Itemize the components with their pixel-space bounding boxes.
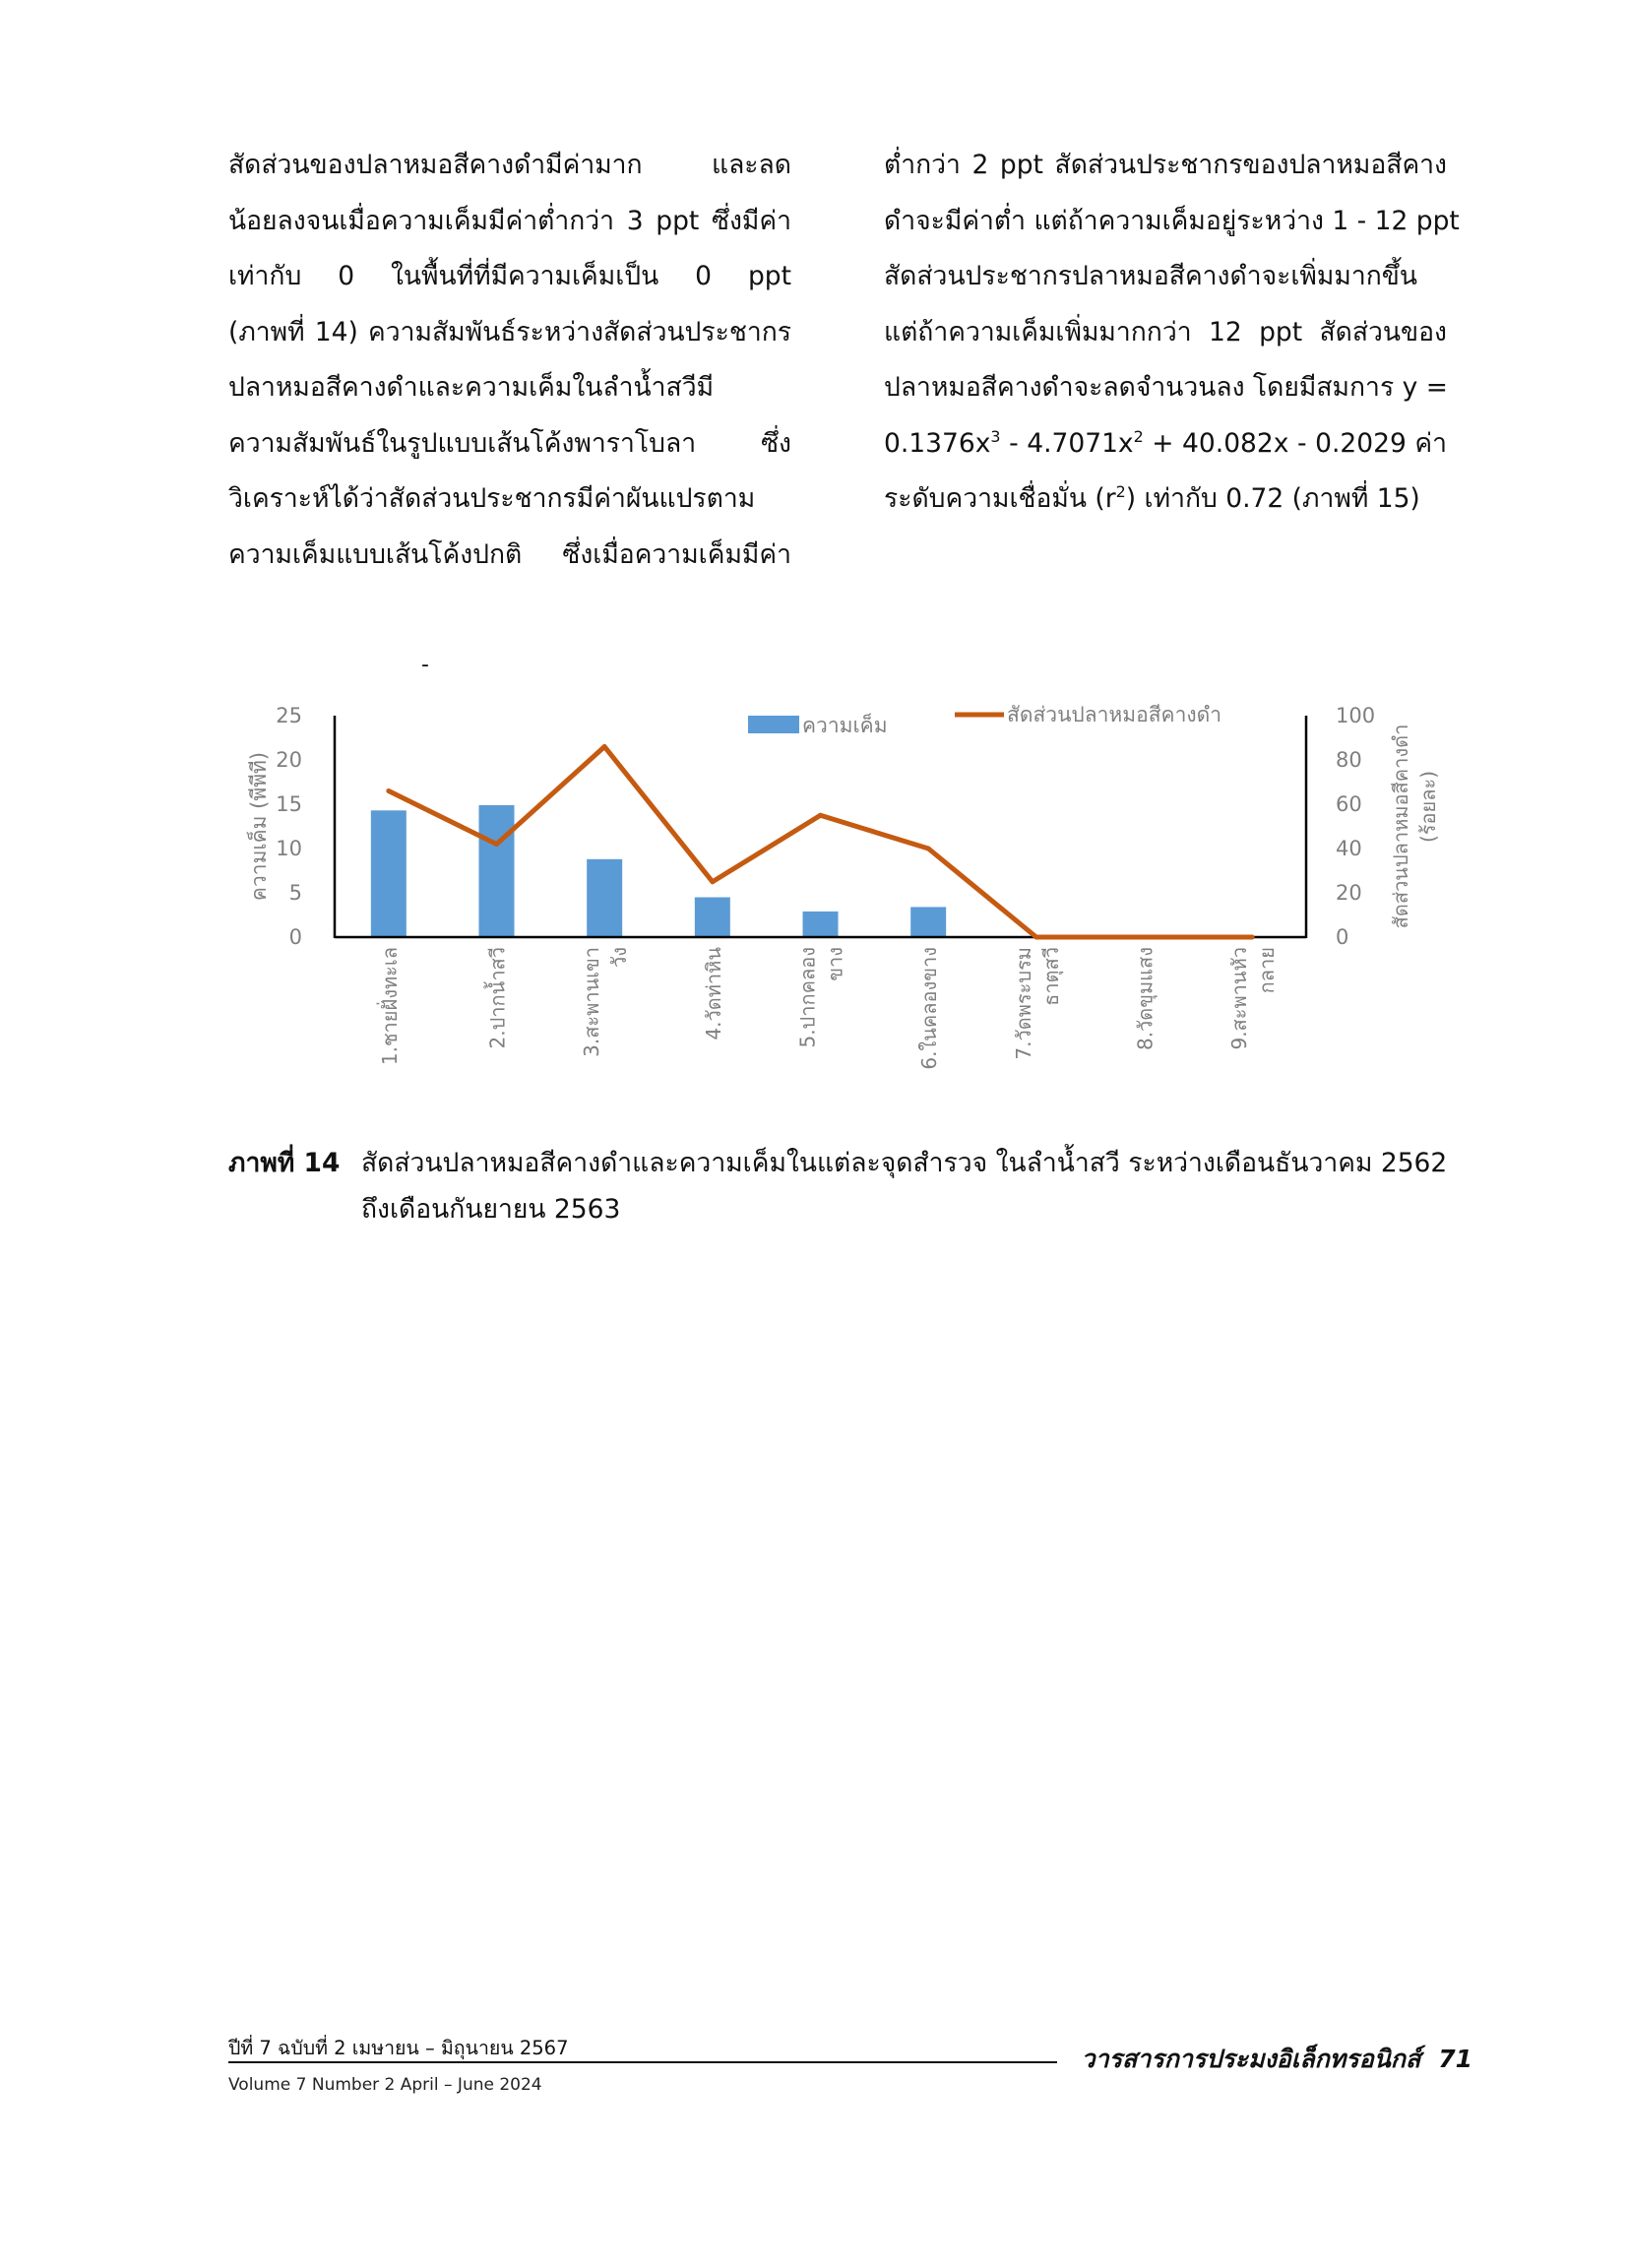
salinity-bar <box>695 898 730 938</box>
y-left-tick-label: 15 <box>276 792 302 816</box>
fish-proportion-point <box>1142 935 1147 940</box>
equation-exponent: 2 <box>1133 426 1144 446</box>
equation-term: 0.1376x <box>884 427 991 459</box>
x-category-label: 3.สะพานเขา <box>580 947 604 1057</box>
salinity-bar <box>803 912 839 937</box>
salinity-bar <box>587 859 622 937</box>
y-left-tick-label: 5 <box>288 881 302 905</box>
y-right-tick-label: 60 <box>1336 792 1362 816</box>
body-line: สัดส่วนของปลาหมอสีคางดำมีค่ามาก และลด <box>228 150 791 180</box>
fish-proportion-point <box>710 879 715 884</box>
x-category-label: 1.ชายฝั่งทะเล <box>377 947 402 1066</box>
figure-caption-label: ภาพที่ 14 <box>228 1148 341 1178</box>
r-squared-exponent: 2 <box>1115 482 1126 502</box>
legend-label-salinity: ความเค็ม <box>802 714 888 737</box>
legend-label-fish: สัดส่วนปลาหมอสีคางดำ <box>1007 703 1222 726</box>
salinity-bar <box>910 907 946 937</box>
y-right-tick-label: 80 <box>1336 748 1362 772</box>
fish-proportion-point <box>602 744 607 749</box>
salinity-bar <box>479 805 515 937</box>
y-right-tick-label: 100 <box>1336 704 1376 727</box>
x-category-label: วัง <box>607 947 632 968</box>
x-category-label: 2.ปากน้ำสวี <box>485 947 510 1049</box>
footer-journal <box>1082 2040 1472 2079</box>
x-category-label: กลาย <box>1255 947 1280 994</box>
body-line: แต่ถ้าความเค็มเพิ่มมากกว่า 12 ppt สัดส่วนของ <box>884 316 1447 347</box>
y-right-axis-title: สัดส่วนปลาหมอสีคางดำ <box>1389 724 1412 929</box>
body-line: น้อยลงจนเมื่อความเค็มมีค่าต่ำกว่า 3 ppt ซึ่งมีค่า <box>228 205 791 236</box>
body-line: ปลาหมอสีคางดำและความเค็มในลำน้ำสวีมี <box>228 372 715 403</box>
fish-proportion-point <box>818 813 823 818</box>
body-line: วิเคราะห์ได้ว่าสัดส่วนประชากรมีค่าผันแปรตาม <box>228 483 756 514</box>
fish-proportion-point <box>386 788 391 793</box>
footer-issue: ปีที่ 7 ฉบับที่ 2 เมษายน – มิถุนายน 2567 <box>228 2037 569 2059</box>
equation-term: + 40.082x - 0.2029 ค่า <box>1143 427 1447 459</box>
x-category-label: ขาง <box>823 947 847 981</box>
equation-exponent: 3 <box>990 426 1001 446</box>
x-category-label: 9.สะพานหัว <box>1227 947 1252 1050</box>
body-line: ความสัมพันธ์ในรูปแบบเส้นโค้งพาราโบลา ซึ่ง <box>228 427 791 459</box>
footer-issue-info <box>228 2033 568 2095</box>
footer-divider <box>228 2061 1057 2063</box>
r-squared-text: ) เท่ากับ 0.72 (ภาพที่ 15) <box>1125 483 1420 514</box>
x-category-label: 7.วัดพระบรม <box>1011 947 1035 1060</box>
y-right-tick-label: 40 <box>1336 837 1362 860</box>
equation-line <box>884 416 1447 472</box>
body-line: (ภาพที่ 14) ความสัมพันธ์ระหว่างสัดส่วนประชากร <box>228 316 791 347</box>
y-right-tick-label: 0 <box>1336 925 1349 949</box>
salinity-fish-chart <box>217 650 1476 1093</box>
fish-proportion-point <box>1250 935 1255 940</box>
x-category-label: 6.ในคลองขาง <box>917 947 942 1070</box>
y-right-tick-label: 20 <box>1336 881 1362 905</box>
x-category-label: 8.วัดขุมแสง <box>1133 947 1158 1051</box>
x-category-label: 5.ปากคลอง <box>795 947 820 1048</box>
body-line: ความเค็มแบบเส้นโค้งปกติ ซึ่งเมื่อความเค็มมีค่า <box>228 538 791 570</box>
body-line: ปลาหมอสีคางดำจะลดจำนวนลง โดยมีสมการ y = <box>884 372 1448 403</box>
x-category-label: ธาตุสวี <box>1038 947 1063 1006</box>
body-line: สัดส่วนประชากรปลาหมอสีคางดำจะเพิ่มมากขึ้น <box>884 261 1417 291</box>
body-line: ดำจะมีค่าต่ำ แต่ถ้าความเค็มอยู่ระหว่าง 1 - 12 ppt <box>884 205 1460 236</box>
y-left-tick-label: 0 <box>288 925 302 949</box>
y-right-axis-title-unit: (ร้อยละ) <box>1416 770 1440 844</box>
footer-volume: Volume 7 Number 2 April – June 2024 <box>228 2075 542 2095</box>
r-squared-line <box>884 472 1447 528</box>
stray-dash-mark: - <box>421 653 429 677</box>
y-left-tick-label: 25 <box>276 704 302 727</box>
left-text-column <box>228 138 791 583</box>
page-number: 71 <box>1438 2045 1472 2073</box>
fish-proportion-point <box>926 847 931 851</box>
salinity-bar <box>371 810 407 937</box>
r-squared-text: ระดับความเชื่อมั่น (r <box>884 483 1116 514</box>
y-left-axis-title: ความเค็ม (พีพีที) <box>247 751 271 902</box>
y-left-tick-label: 10 <box>276 837 302 860</box>
body-line: ต่ำกว่า 2 ppt สัดส่วนประชากรของปลาหมอสีคาง <box>884 150 1447 180</box>
legend-swatch-salinity <box>748 716 799 733</box>
y-left-tick-label: 20 <box>276 748 302 772</box>
body-line: เท่ากับ 0 ในพื้นที่ที่มีความเค็มเป็น 0 ppt <box>228 261 791 291</box>
figure-caption-text: สัดส่วนปลาหมอสีคางดำและความเค็มในแต่ละจุดสำรวจ ในลำน้ำสวี ระหว่างเดือนธันวาคม 2562 ถึงเดือนกันยายน 2563 <box>361 1148 1448 1225</box>
right-text-column <box>884 138 1460 528</box>
fish-proportion-line <box>389 747 1252 938</box>
x-category-label: 4.วัดท่าหิน <box>701 947 725 1040</box>
fish-proportion-point <box>1033 935 1038 940</box>
journal-name: วารสารการประมงอิเล็กทรอนิกส์ <box>1081 2045 1421 2073</box>
equation-term: - 4.7071x <box>1000 427 1134 459</box>
fish-proportion-point <box>494 842 499 847</box>
